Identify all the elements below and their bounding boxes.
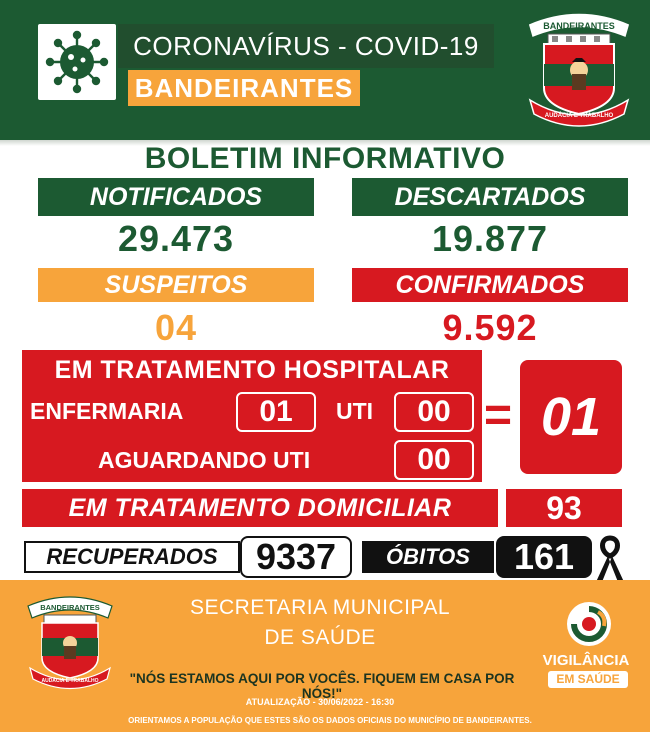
covid-logo (38, 24, 116, 100)
crest-motto: AUDÁCIA E TRABALHO (544, 113, 614, 119)
domiciliar-value: 93 (506, 489, 622, 527)
title-city: BANDEIRANTES (128, 70, 360, 106)
notificados-value: 29.473 (117, 218, 235, 259)
city-crest-icon (520, 4, 638, 134)
mourning-ribbon-icon (592, 534, 628, 584)
uti-value: 00 (394, 392, 474, 432)
city-crest-footer-icon (22, 590, 118, 696)
enfermaria-label: ENFERMARIA (30, 398, 184, 424)
confirmados-value: 9.592 (442, 307, 538, 348)
domiciliar-label: EM TRATAMENTO DOMICILIAR (22, 489, 498, 527)
title-coronavirus: CORONAVÍRUS - COVID-19 (118, 24, 494, 68)
aguardando-uti-label: AGUARDANDO UTI (98, 447, 311, 473)
hospital-title: EM TRATAMENTO HOSPITALAR (54, 356, 450, 384)
obitos-label: ÓBITOS (362, 541, 494, 573)
descartados-value: 19.877 (431, 218, 549, 259)
enfermaria-value: 01 (236, 392, 316, 432)
secretaria-line1: SECRETARIA MUNICIPAL (189, 596, 451, 619)
recuperados-label: RECUPERADOS (24, 541, 240, 573)
update-timestamp: ATUALIZAÇÃO - 30/06/2022 - 16:30 (245, 697, 395, 707)
stay-home-quote: "NÓS ESTAMOS AQUI POR VOCÊS. FIQUEM EM CASA POR NÓS!" (129, 671, 515, 701)
suspeitos-label: SUSPEITOS (38, 268, 314, 302)
recuperados-value: 9337 (240, 536, 352, 578)
vigilancia-logo-icon (554, 596, 624, 650)
boletim-title: BOLETIM INFORMATIVO (144, 142, 506, 175)
crest-footer-motto: AUDÁCIA E TRABALHO (41, 678, 99, 684)
descartados-label: DESCARTADOS (352, 178, 628, 216)
virus-icon (38, 24, 116, 100)
notificados-label: NOTIFICADOS (38, 178, 314, 216)
equals-sign: = (484, 389, 513, 442)
aguardando-uti-value: 00 (394, 440, 474, 480)
vigilancia-line1: VIGILÂNCIA (542, 652, 630, 669)
crest-ribbon-text: BANDEIRANTES (543, 21, 615, 31)
vigilancia-line2: EM SAÚDE (548, 671, 628, 688)
secretaria-line2: DE SAÚDE (264, 626, 376, 649)
hospital-total-value: 01 (520, 360, 622, 474)
orientation-note: ORIENTAMOS A POPULAÇÃO QUE ESTES SÃO OS DADOS OFICIAIS DO MUNICÍPIO DE BANDEIRANTES. (128, 716, 532, 725)
uti-label: UTI (336, 398, 374, 424)
suspeitos-value: 04 (154, 307, 198, 348)
crest-footer-ribbon-text: BANDEIRANTES (40, 603, 100, 612)
confirmados-label: CONFIRMADOS (352, 268, 628, 302)
obitos-value: 161 (496, 536, 592, 578)
